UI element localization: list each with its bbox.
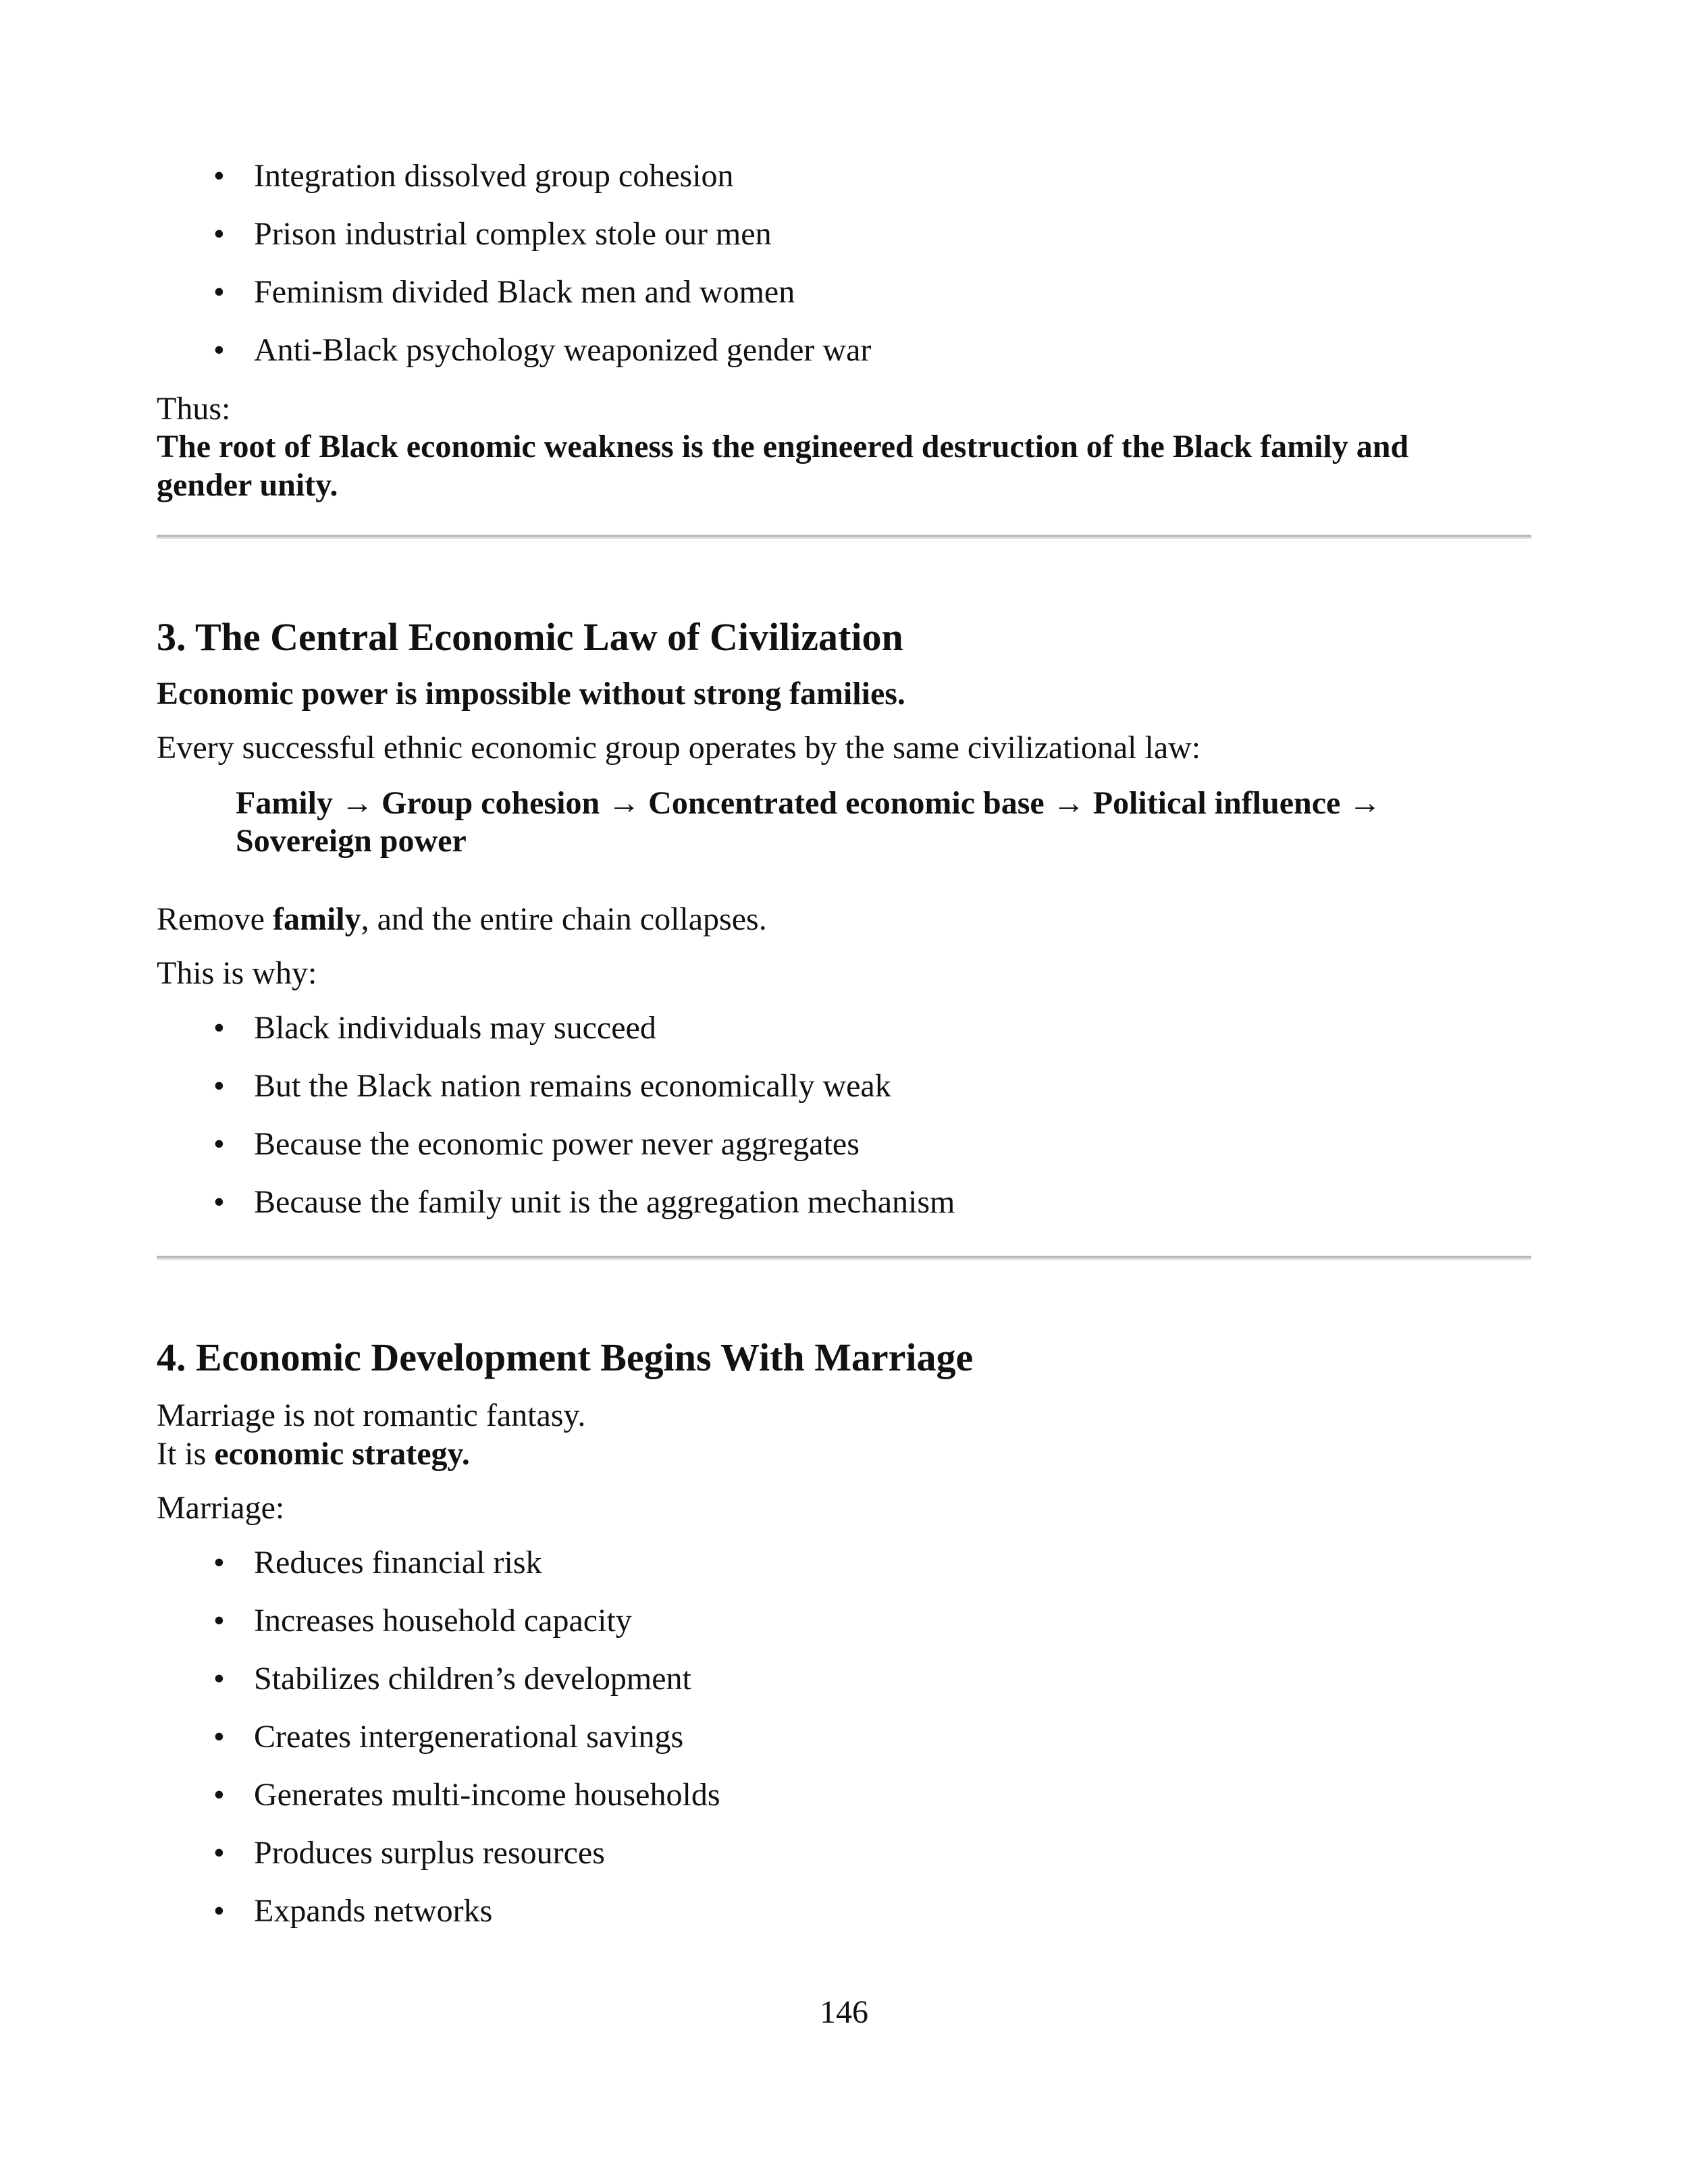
remove-prefix: Remove bbox=[157, 901, 273, 937]
bullet-text: But the Black nation remains economically weak bbox=[254, 1068, 891, 1104]
bullet-glyph: • bbox=[213, 1184, 225, 1220]
section-3-lead: Economic power is impossible without strong families. bbox=[157, 676, 905, 712]
list-item bbox=[213, 1659, 691, 1699]
page-number: 146 bbox=[820, 1994, 868, 2030]
remove-bold: family bbox=[272, 901, 361, 937]
marriage-label: Marriage: bbox=[157, 1490, 285, 1526]
list-item bbox=[213, 1834, 605, 1873]
bullet-text: Expands networks bbox=[254, 1893, 493, 1929]
list-item bbox=[213, 331, 871, 370]
list-item bbox=[213, 157, 734, 196]
section-divider bbox=[157, 535, 1531, 539]
bullet-glyph: • bbox=[213, 1835, 225, 1871]
bullet-glyph: • bbox=[213, 332, 225, 368]
list-item bbox=[213, 1776, 720, 1815]
list-item bbox=[213, 1601, 632, 1641]
list-item bbox=[213, 1067, 891, 1106]
section-divider bbox=[157, 1256, 1531, 1260]
bullet-glyph: • bbox=[213, 158, 225, 194]
section-4-heading: 4. Economic Development Begins With Marriage bbox=[157, 1335, 974, 1379]
bullet-glyph: • bbox=[213, 1126, 225, 1162]
bullet-glyph: • bbox=[213, 1719, 225, 1755]
list-item bbox=[213, 1183, 955, 1222]
bullet-text: Prison industrial complex stole our men bbox=[254, 216, 772, 252]
bullet-glyph: • bbox=[213, 1010, 225, 1046]
list-item bbox=[213, 1892, 492, 1931]
list-item bbox=[213, 1125, 860, 1164]
section-3-intro: Every successful ethnic economic group operates by the same civilizational law: bbox=[157, 730, 1201, 766]
bullet-text: Black individuals may succeed bbox=[254, 1010, 656, 1046]
bullet-text: Reduces financial risk bbox=[254, 1545, 542, 1580]
bullet-text: Creates intergenerational savings bbox=[254, 1719, 684, 1755]
thus-label: Thus: bbox=[157, 391, 231, 427]
bullet-text: Produces surplus resources bbox=[254, 1835, 605, 1871]
list-item bbox=[213, 273, 795, 312]
bullet-text: Anti-Black psychology weaponized gender war bbox=[254, 332, 872, 368]
bullet-text: Feminism divided Black men and women bbox=[254, 274, 795, 310]
bullet-text: Because the family unit is the aggregation mechanism bbox=[254, 1184, 955, 1220]
remove-suffix: , and the entire chain collapses. bbox=[361, 901, 767, 937]
thus-statement-line-1: The root of Black economic weakness is the engineered destruction of the Black family and bbox=[157, 429, 1409, 464]
chain-line-1: Family → Group cohesion → Concentrated economic base → Political influence → bbox=[236, 785, 1381, 821]
line2-prefix: It is bbox=[157, 1436, 215, 1472]
section-3-heading: 3. The Central Economic Law of Civilization bbox=[157, 615, 903, 659]
section-4-line-1: Marriage is not romantic fantasy. bbox=[157, 1397, 586, 1433]
bullet-glyph: • bbox=[213, 1545, 225, 1580]
bullet-glyph: • bbox=[213, 216, 225, 252]
bullet-glyph: • bbox=[213, 1661, 225, 1697]
list-item bbox=[213, 215, 772, 254]
bullet-glyph: • bbox=[213, 1777, 225, 1813]
list-item bbox=[213, 1543, 542, 1582]
bullet-text: Increases household capacity bbox=[254, 1603, 632, 1639]
bullet-text: Because the economic power never aggregates bbox=[254, 1126, 860, 1162]
remove-family-sentence bbox=[157, 900, 767, 939]
bullet-text: Generates multi-income households bbox=[254, 1777, 720, 1813]
chain-line-2: Sovereign power bbox=[236, 823, 467, 859]
bullet-text: Integration dissolved group cohesion bbox=[254, 158, 734, 194]
bullet-glyph: • bbox=[213, 274, 225, 310]
why-label: This is why: bbox=[157, 955, 317, 991]
bullet-glyph: • bbox=[213, 1893, 225, 1929]
thus-statement-line-2: gender unity. bbox=[157, 467, 338, 503]
bullet-glyph: • bbox=[213, 1603, 225, 1639]
list-item bbox=[213, 1717, 683, 1757]
line2-bold: economic strategy. bbox=[214, 1436, 470, 1472]
section-4-line-2 bbox=[157, 1435, 470, 1474]
list-item bbox=[213, 1009, 656, 1048]
bullet-glyph: • bbox=[213, 1068, 225, 1104]
bullet-text: Stabilizes children’s development bbox=[254, 1661, 691, 1697]
